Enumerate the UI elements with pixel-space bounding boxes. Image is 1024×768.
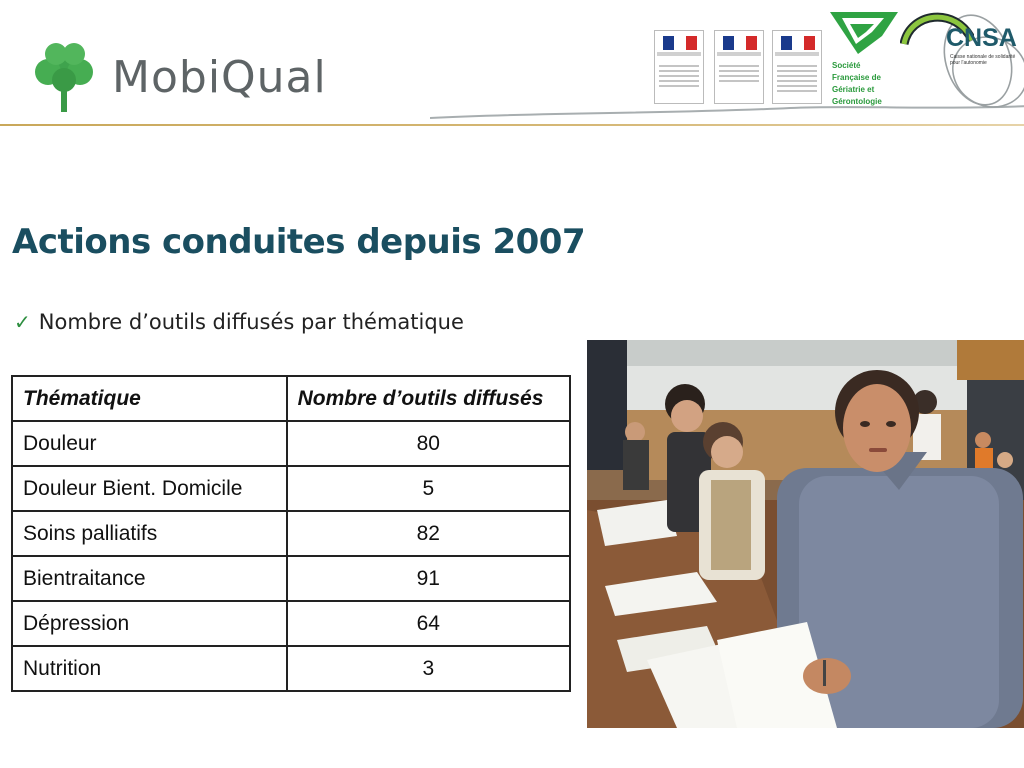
count-cell: 5 — [287, 466, 570, 511]
table-row — [12, 421, 570, 466]
ministry-card — [654, 30, 704, 104]
theme-cell: Nutrition — [12, 646, 287, 691]
column-header-count: Nombre d’outils diffusés — [287, 376, 570, 421]
table-row — [12, 556, 570, 601]
french-flag-icon — [663, 36, 697, 50]
ministry-card — [714, 30, 764, 104]
count-cell: 3 — [287, 646, 570, 691]
slide-header — [0, 0, 1024, 130]
cnsa-subtitle: Caisse nationale de solidarité pour l'autonomie — [950, 54, 1016, 66]
count-cell: 91 — [287, 556, 570, 601]
mobiqual-logo-text: MobiQual — [112, 52, 327, 103]
tree-logo-icon — [28, 40, 102, 112]
header-divider — [0, 124, 1024, 126]
event-photo — [587, 340, 1024, 728]
cnsa-logo-text: CNSA — [946, 24, 1017, 52]
ministry-logos — [654, 30, 824, 106]
theme-cell: Dépression — [12, 601, 287, 646]
ministry-card — [772, 30, 822, 104]
count-cell: 82 — [287, 511, 570, 556]
bullet-text: Nombre d’outils diffusés par thématique — [38, 310, 464, 334]
theme-cell: Bientraitance — [12, 556, 287, 601]
count-cell: 80 — [287, 421, 570, 466]
table-row — [12, 511, 570, 556]
table-row — [12, 466, 570, 511]
theme-cell: Douleur — [12, 421, 287, 466]
slide-title: Actions conduites depuis 2007 — [12, 222, 586, 262]
table-header-row — [12, 376, 570, 421]
table-row — [12, 646, 570, 691]
french-flag-icon — [723, 36, 757, 50]
sfgg-logo-text: Société Française de Gériatrie et Gérontologie — [832, 61, 882, 106]
column-header-theme: Thématique — [12, 376, 287, 421]
french-flag-icon — [781, 36, 815, 50]
bullet-point — [14, 310, 464, 334]
theme-cell: Douleur Bient. Domicile — [12, 466, 287, 511]
tools-table — [11, 375, 571, 692]
theme-cell: Soins palliatifs — [12, 511, 287, 556]
check-icon: ✓ — [14, 310, 31, 334]
table-row — [12, 601, 570, 646]
count-cell: 64 — [287, 601, 570, 646]
